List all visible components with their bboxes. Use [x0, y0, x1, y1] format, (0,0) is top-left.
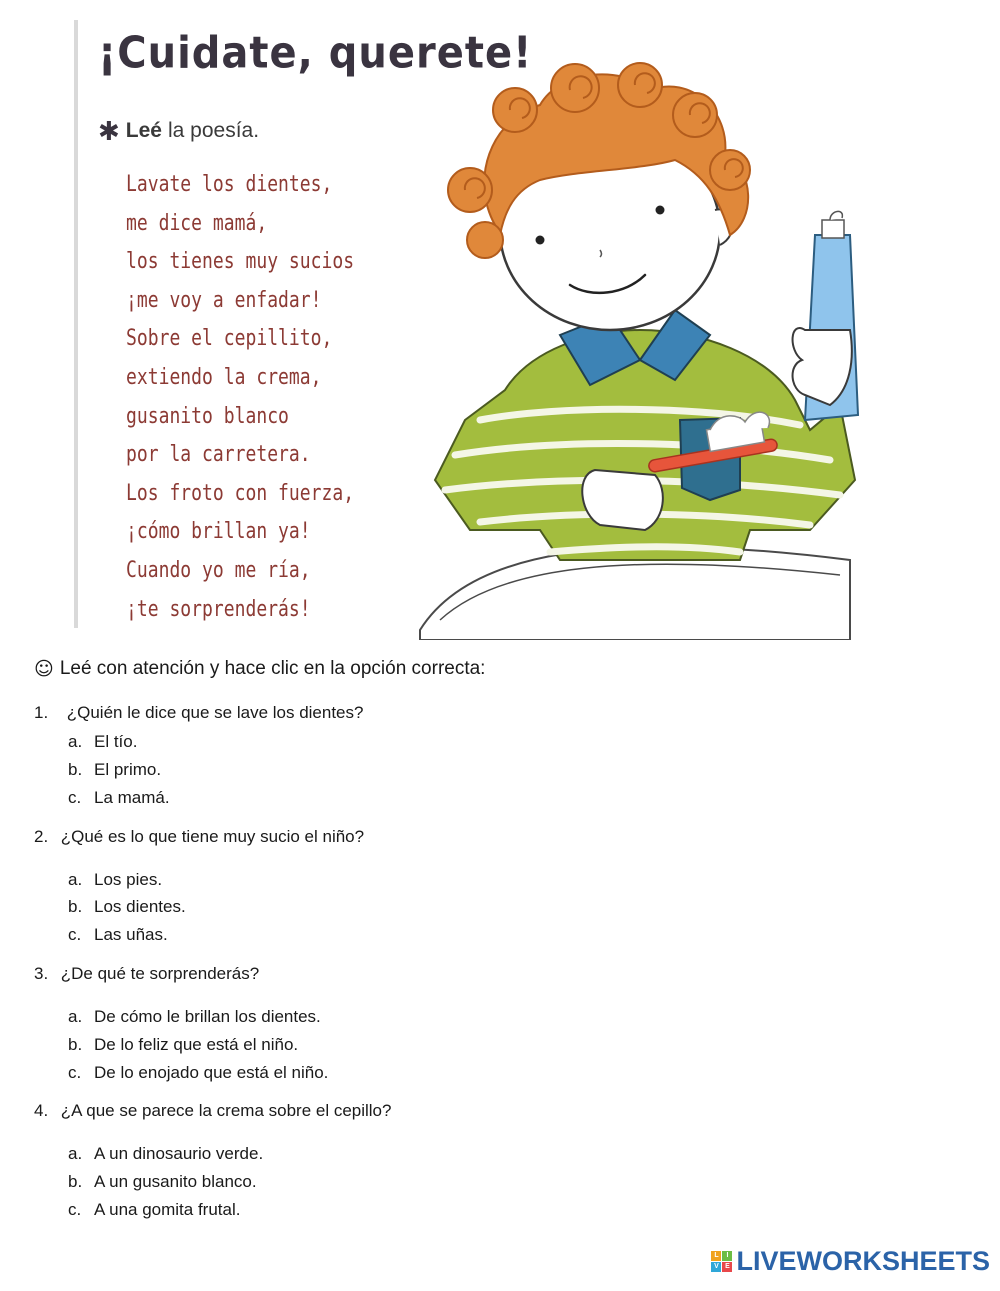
poem-line: Los froto con fuerza,: [126, 480, 355, 506]
poem: [126, 166, 404, 629]
option-letter: c.: [68, 1200, 82, 1219]
quiz-prompt: [34, 658, 485, 680]
q2-option-b[interactable]: [64, 896, 190, 918]
option-text: A un dinosaurio verde.: [94, 1144, 264, 1163]
question-text: ¿Quién le dice que se lave los dientes?: [66, 703, 364, 722]
option-text: De lo feliz que está el niño.: [94, 1035, 299, 1054]
poem-line: me dice mamá,: [126, 210, 268, 236]
poem-line: ¡me voy a enfadar!: [126, 287, 322, 313]
poem-line: ¡cómo brillan ya!: [126, 519, 311, 545]
margin-rule: [74, 20, 78, 628]
q1-option-c[interactable]: [64, 787, 174, 809]
option-letter: b.: [68, 1035, 83, 1054]
option-text: De cómo le brillan los dientes.: [94, 1007, 321, 1026]
option-letter: a.: [68, 1144, 83, 1163]
left-hand: [582, 470, 663, 530]
option-text: El tío.: [94, 732, 138, 751]
question-text: ¿Qué es lo que tiene muy sucio el niño?: [60, 827, 365, 846]
poem-line: Sobre el cepillito,: [126, 326, 333, 352]
smiley-icon: ☺: [34, 658, 54, 680]
poem-line: extiendo la crema,: [126, 364, 322, 390]
question-3: [34, 964, 259, 984]
worksheet-title: ¡Cuidate, querete!: [98, 28, 533, 79]
liveworksheets-logo: [711, 1246, 990, 1277]
poem-line: los tienes muy sucios: [126, 249, 355, 275]
liveworksheets-mark-icon: [711, 1251, 732, 1272]
tube-cap: [822, 220, 844, 238]
option-letter: a.: [68, 732, 83, 751]
asterisk-icon: ✱: [98, 116, 120, 146]
liveworksheets-wordmark: LIVEWORKSHEETS: [736, 1246, 990, 1276]
option-text: A un gusanito blanco.: [94, 1172, 257, 1191]
poem-line: ¡te sorprenderás!: [126, 596, 311, 622]
worksheet-scan: [0, 0, 1000, 640]
option-letter: b.: [68, 897, 83, 916]
boy-brushing-teeth-illustration: [410, 60, 870, 640]
poem-line: por la carretera.: [126, 442, 311, 468]
mark-letter: I: [722, 1251, 732, 1261]
read-instruction: [98, 118, 259, 144]
mark-letter: V: [711, 1262, 721, 1272]
q3-option-b[interactable]: [64, 1034, 302, 1056]
option-letter: b.: [68, 1172, 83, 1191]
question-number: 1.: [34, 703, 49, 722]
right-eye: [656, 206, 665, 215]
instruction-verb: Leé: [125, 119, 162, 142]
poem-line: gusanito blanco: [126, 403, 289, 429]
mark-letter: E: [722, 1262, 732, 1272]
option-letter: a.: [68, 870, 83, 889]
q3-option-a[interactable]: [64, 1006, 325, 1028]
option-letter: c.: [68, 925, 82, 944]
option-text: A una gomita frutal.: [94, 1200, 241, 1219]
question-4: [34, 1101, 391, 1121]
question-number: 2.: [34, 827, 49, 846]
option-text: De lo enojado que está el niño.: [94, 1063, 329, 1082]
q1-option-a[interactable]: [64, 731, 141, 753]
option-text: Las uñas.: [94, 925, 168, 944]
q4-option-a[interactable]: [64, 1143, 267, 1165]
poem-line: Cuando yo me ría,: [126, 557, 311, 583]
left-eye: [536, 236, 545, 245]
option-text: La mamá.: [94, 788, 170, 807]
option-text: El primo.: [94, 760, 162, 779]
option-letter: a.: [68, 1007, 83, 1026]
question-1: [34, 703, 363, 723]
q4-option-b[interactable]: [64, 1171, 261, 1193]
question-number: 3.: [34, 964, 49, 983]
question-number: 4.: [34, 1101, 49, 1120]
poem-line: Lavate los dientes,: [126, 172, 333, 197]
quiz-prompt-text: Leé con atención y hace clic en la opción correcta:: [59, 658, 486, 679]
option-letter: c.: [68, 1063, 82, 1082]
instruction-text: la poesía.: [167, 119, 260, 142]
question-text: ¿A que se parece la crema sobre el cepillo?: [60, 1101, 392, 1120]
q1-option-b[interactable]: [64, 759, 165, 781]
option-letter: b.: [68, 760, 83, 779]
q2-option-c[interactable]: [64, 924, 172, 946]
mark-letter: L: [711, 1251, 721, 1261]
option-letter: c.: [68, 788, 82, 807]
option-text: Los dientes.: [94, 897, 186, 916]
q2-option-a[interactable]: [64, 869, 166, 891]
question-2: [34, 827, 364, 847]
question-text: ¿De qué te sorprenderás?: [60, 964, 260, 983]
q4-option-c[interactable]: [64, 1199, 244, 1221]
option-text: Los pies.: [94, 870, 163, 889]
q3-option-c[interactable]: [64, 1062, 332, 1084]
